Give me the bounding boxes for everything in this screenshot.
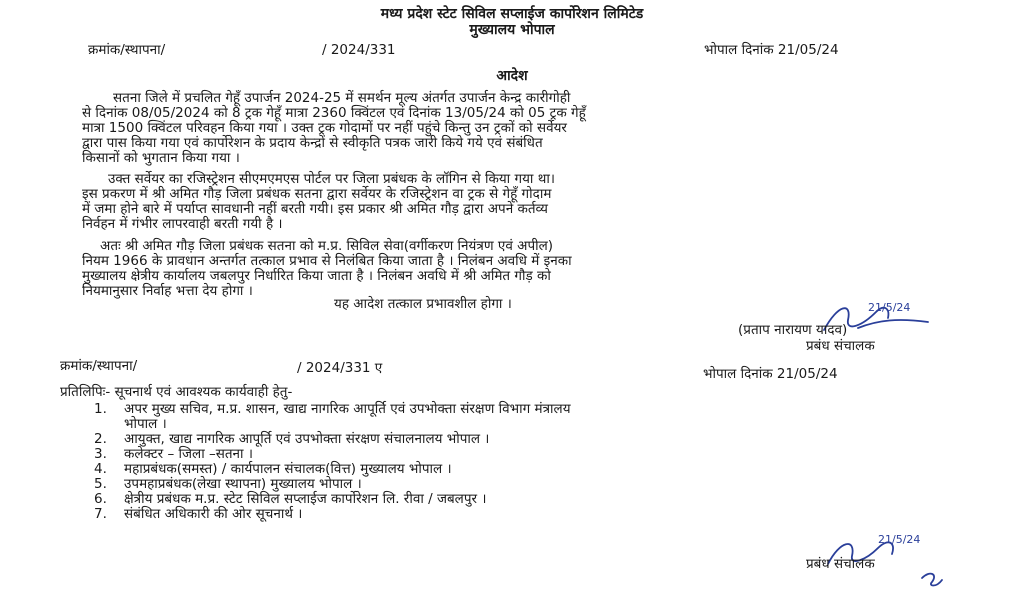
copy-to-heading: प्रतिलिपिः- सूचनार्थ एवं आवश्यक कार्यवाही हेतु-	[60, 384, 293, 400]
ref2-kramank: क्रमांक/स्थापना/	[60, 358, 138, 374]
copy-item-number: 1.	[94, 401, 107, 417]
copy-item-number: 6.	[94, 491, 107, 507]
copy-item-number: 5.	[94, 476, 107, 492]
copy-item-text: महाप्रबंधक(समस्त) / कार्यपालन संचालक(वित्त) मुख्यालय भोपाल ।	[124, 461, 452, 477]
ref2-number: / 2024/331 ए	[297, 360, 383, 376]
footer-designation: प्रबंध संचालक	[806, 556, 875, 572]
para2-line: उक्त सर्वेयर का रजिस्ट्रेशन सीएमएमएस पोर्टल पर जिला प्रबंधक के लॉगिन से किया गया था।	[108, 171, 555, 187]
copy-item-text: उपमहाप्रबंधक(लेखा स्थापना) मुख्यालय भोपाल ।	[124, 476, 362, 492]
para1-line: सतना जिले में प्रचलित गेहूँ उपार्जन 2024-25 में समर्थन मूल्य अंतर्गत उपार्जन केन्द्र कारीगोही	[113, 90, 571, 106]
copy-item-number: 2.	[94, 431, 107, 447]
para1-line: द्वारा पास किया गया एवं कार्पोरेशन के प्रदाय केन्द्रों से स्वीकृति पत्रक जारी किये गये एवं संबंधित	[82, 135, 543, 151]
para2-line: निर्वहन में गंभीर लापरवाही बरती गयी है ।	[82, 216, 283, 232]
para3-line: नियम 1966 के प्रावधान अन्तर्गत तत्काल प्रभाव से निलंबित किया जाता है । निलंबन अवधि में इनका	[82, 253, 572, 269]
copy-item-text: संबंधित अधिकारी की ओर सूचनार्थ ।	[124, 506, 303, 522]
copy-item-number: 4.	[94, 461, 107, 477]
signatory-designation: प्रबंध संचालक	[806, 338, 875, 354]
copy-item-text: आयुक्त, खाद्य नागरिक आपूर्ति एवं उपभोक्ता संरक्षण संचालनालय भोपाल ।	[124, 431, 490, 447]
footer-signature-date: 21/5/24	[878, 533, 921, 546]
para1-line: से दिनांक 08/05/2024 को 8 ट्रक गेहूँ मात्रा 2360 क्विंटल एवं दिनांक 13/05/24 को 05 ट्रक गेहूँ	[82, 105, 586, 121]
office-name: मुख्यालय भोपाल	[469, 22, 555, 38]
para3-line: नियमानुसार निर्वाह भत्ता देय होगा ।	[82, 283, 253, 299]
ref1-date: भोपाल दिनांक 21/05/24	[704, 42, 839, 58]
order-title: आदेश	[496, 68, 528, 84]
signature-date: 21/5/24	[868, 301, 911, 314]
para2-line: इस प्रकरण में श्री अमित गौड़ जिला प्रबंधक सतना द्वारा सर्वेयर के रजिस्ट्रेशन वा ट्रक से गेहूँ गोदाम	[82, 186, 552, 202]
copy-item-number: 7.	[94, 506, 107, 522]
copy-item-number: 3.	[94, 446, 107, 462]
para1-line: मात्रा 1500 क्विंटल परिवहन किया गया । उक्त ट्रक गोदामों पर नहीं पहुंचे किन्तु उन ट्रकों को सर्वेयर	[82, 120, 567, 136]
copy-item-text: क्षेत्रीय प्रबंधक म.प्र. स्टेट सिविल सप्लाईज कार्पोरेशन लि. रीवा / जबलपुर ।	[124, 491, 487, 507]
signatory-name: (प्रताप नारायण यादव)	[738, 322, 848, 338]
para2-line: में जमा होने बारे में पर्याप्त सावधानी नहीं बरती गयी। इस प्रकार श्री अमित गौड़ द्वारा अपने कर्तव्य	[82, 201, 548, 217]
copy-item-text: भोपाल ।	[124, 416, 167, 432]
para1-line: किसानों को भुगतान किया गया ।	[82, 150, 240, 166]
para3-line: मुख्यालय क्षेत्रीय कार्यालय जबलपुर निर्धारित किया जाता है । निलंबन अवधि में श्री अमित गौड़ को	[82, 268, 551, 284]
ref2-date: भोपाल दिनांक 21/05/24	[703, 366, 838, 382]
org-name: मध्य प्रदेश स्टेट सिविल सप्लाईज कार्पोरेशन लिमिटेड	[380, 6, 644, 22]
effective-statement: यह आदेश तत्काल प्रभावशील होगा ।	[334, 296, 512, 312]
ref1-number: / 2024/331	[322, 42, 396, 58]
copy-item-text: अपर मुख्य सचिव, म.प्र. शासन, खाद्य नागरिक आपूर्ति एवं उपभोक्ता संरक्षण विभाग मंत्रालय	[124, 401, 571, 417]
copy-item-text: कलेक्टर – जिला –सतना ।	[124, 446, 253, 462]
para3-line: अतः श्री अमित गौड़ जिला प्रबंधक सतना को म.प्र. सिविल सेवा(वर्गीकरण नियंत्रण एवं अपील)	[100, 238, 554, 254]
ref1-kramank: क्रमांक/स्थापना/	[88, 42, 166, 58]
